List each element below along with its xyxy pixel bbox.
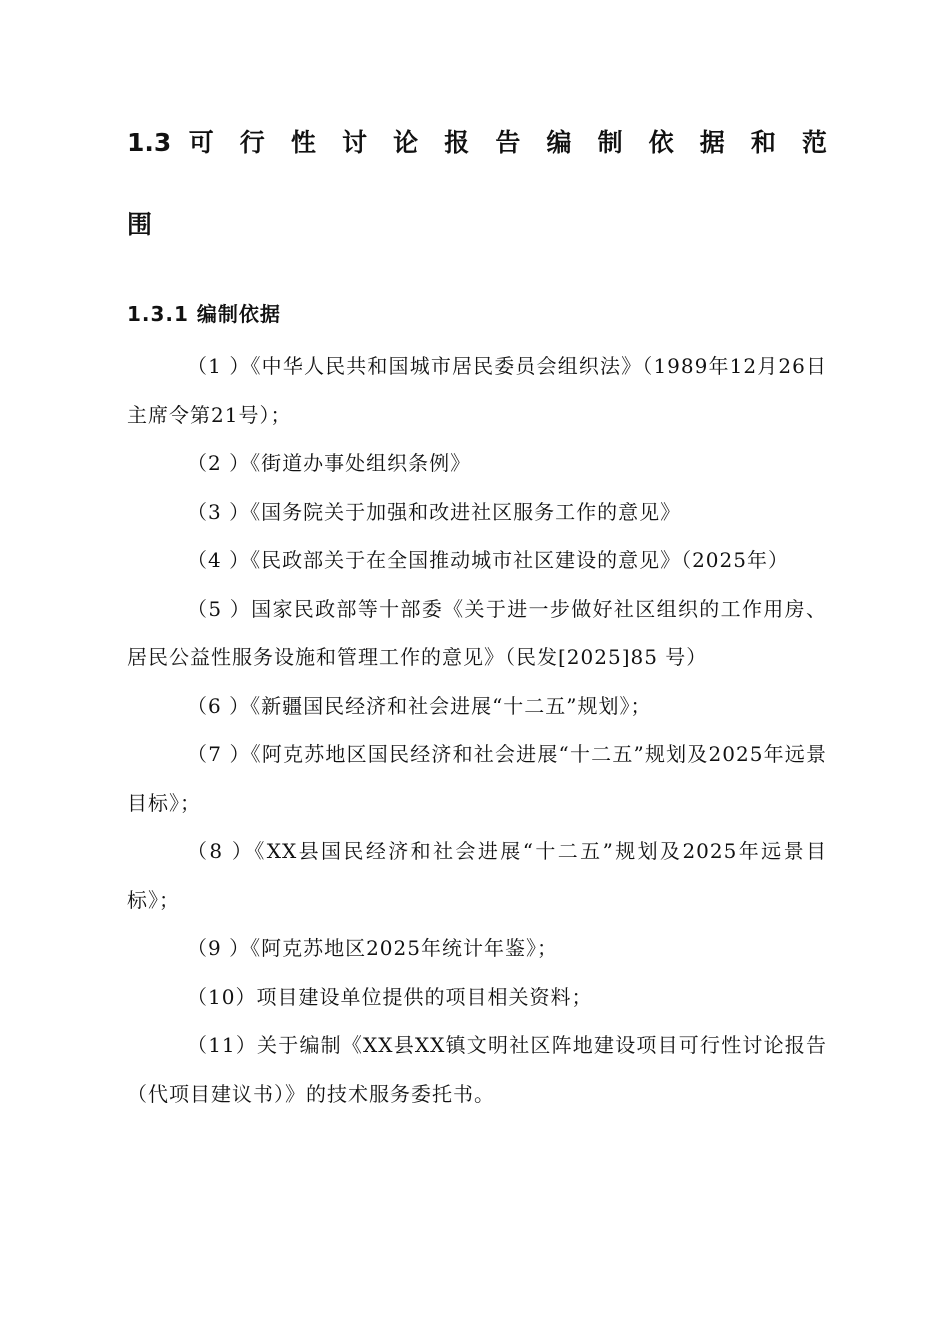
list-item: （8 ）《XX县国民经济和社会进展“十二五”规划及2025年远景目标》； — [127, 839, 827, 912]
section-title-continuation: 围 — [127, 210, 153, 239]
list-item: （9 ）《阿克苏地区2025年统计年鉴》； — [187, 936, 558, 960]
list-item: （2 ）《街道办事处组织条例》 — [187, 451, 472, 475]
list-item: （5 ）国家民政部等十部委《关于进一步做好社区组织的工作用房、居民公益性服务设施和管理工作的意见》（民发[2025]85 号） — [127, 596, 827, 669]
list-item: （11）关于编制《XX县XX镇文明社区阵地建设项目可行性讨论报告（代项目建议书）》的技术服务委托书。 — [127, 1033, 827, 1106]
list-item: （6 ）《新疆国民经济和社会进展“十二五”规划》； — [187, 693, 652, 718]
list-item: （3 ）《国务院关于加强和改进社区服务工作的意见》 — [187, 499, 682, 524]
list-item: （10）项目建设单位提供的项目相关资料； — [187, 984, 593, 1009]
subsection-heading: 1.3.1 编制依据 — [127, 302, 281, 326]
basis-list — [127, 342, 827, 1118]
section-title: 1.3 可 行 性 讨 论 报 告 编 制 依 据 和 范 — [127, 128, 827, 157]
list-item: （7 ）《阿克苏地区国民经济和社会进展“十二五”规划及2025年远景目标》； — [127, 742, 827, 815]
list-item: （4 ）《民政部关于在全国推动城市社区建设的意见》（2025年） — [187, 548, 789, 572]
list-item: （1 ）《中华人民共和国城市居民委员会组织法》（1989年12月26日主席令第21号）； — [127, 354, 827, 427]
